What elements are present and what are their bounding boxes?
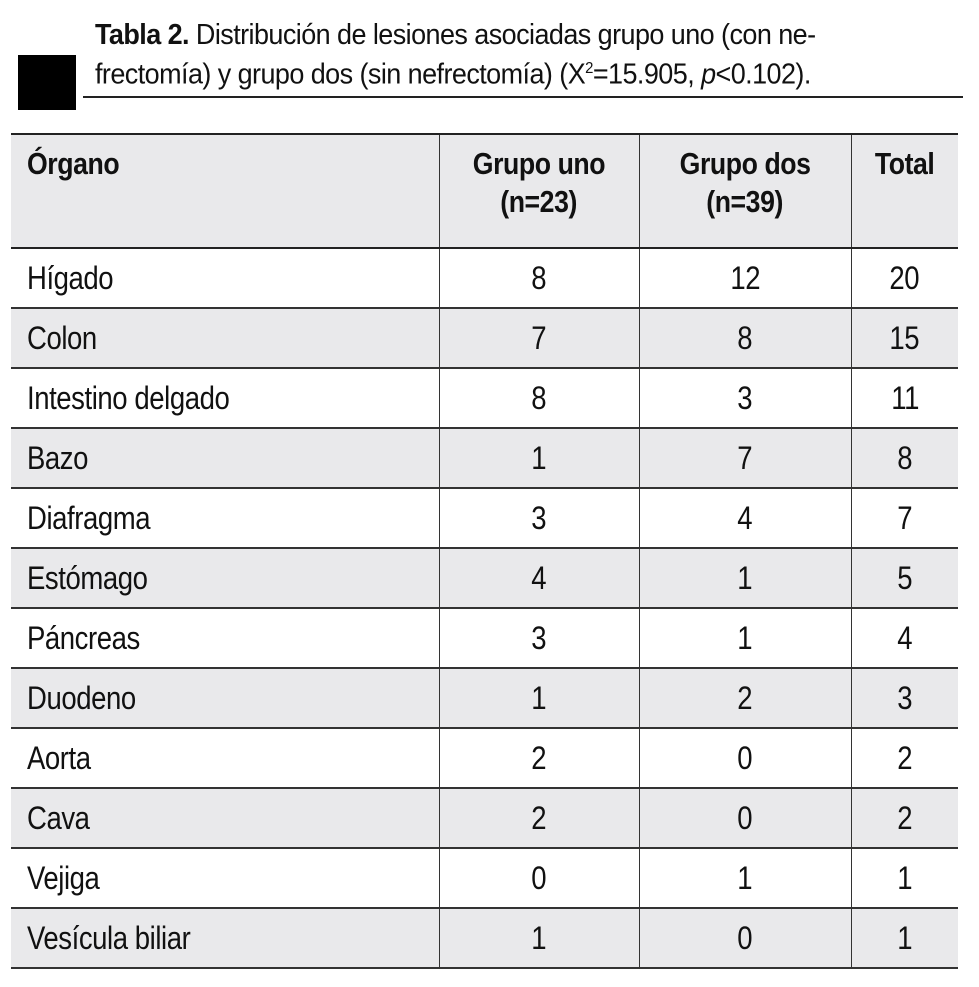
table-row [11, 728, 958, 788]
cell-organ: Bazo [27, 439, 89, 476]
caption-line2: frectomía) y grupo dos (sin nefrectomía) (X [95, 58, 586, 91]
cell-group-one: 4 [439, 548, 639, 608]
caption-chi: =15.905, [592, 58, 702, 91]
cell-group-two: 4 [639, 488, 851, 548]
cell-organ: Hígado [27, 259, 114, 296]
cell-group-two: 1 [639, 548, 851, 608]
cell-organ: Páncreas [27, 619, 140, 656]
cell-group-two: 2 [639, 668, 851, 728]
cell-group-one: 8 [439, 248, 639, 308]
caption-p: p [701, 58, 716, 91]
cell-group-two: 1 [639, 608, 851, 668]
cell-group-two: 3 [639, 368, 851, 428]
header-row [11, 134, 958, 248]
cell-organ: Colon [27, 319, 97, 356]
cell-group-two: 8 [639, 308, 851, 368]
cell-organ: Cava [27, 799, 90, 836]
cell-group-one: 1 [439, 668, 639, 728]
cell-group-one: 3 [439, 608, 639, 668]
caption-label: Tabla 2. [95, 19, 189, 51]
cell-total: 15 [851, 308, 958, 368]
cell-group-two: 0 [639, 728, 851, 788]
table-row [11, 848, 958, 908]
caption-marker-block [18, 55, 76, 110]
cell-total: 2 [851, 728, 958, 788]
caption-superscript: 2 [585, 60, 593, 77]
cell-organ: Vejiga [27, 859, 100, 896]
cell-organ: Duodeno [27, 679, 136, 716]
cell-total: 1 [851, 848, 958, 908]
table-row [11, 428, 958, 488]
cell-group-two: 12 [639, 248, 851, 308]
header-organ: Órgano [27, 146, 120, 181]
cell-group-one: 0 [439, 848, 639, 908]
cell-total: 7 [851, 488, 958, 548]
table-row [11, 548, 958, 608]
cell-total: 8 [851, 428, 958, 488]
cell-total: 11 [851, 368, 958, 428]
cell-group-one: 8 [439, 368, 639, 428]
table-row [11, 488, 958, 548]
cell-organ: Vesícula biliar [27, 919, 191, 956]
cell-total: 20 [851, 248, 958, 308]
cell-total: 4 [851, 608, 958, 668]
cell-organ: Aorta [27, 739, 91, 776]
cell-total: 1 [851, 908, 958, 968]
cell-group-one: 2 [439, 788, 639, 848]
header-group-two: Grupo dos (n=39) [639, 134, 851, 248]
cell-group-two: 0 [639, 908, 851, 968]
cell-group-two: 7 [639, 428, 851, 488]
table-row [11, 788, 958, 848]
cell-group-one: 3 [439, 488, 639, 548]
cell-organ: Intestino delgado [27, 379, 230, 416]
cell-organ: Diafragma [27, 499, 151, 536]
cell-total: 2 [851, 788, 958, 848]
table-caption [95, 18, 904, 92]
cell-group-two: 0 [639, 788, 851, 848]
table-row [11, 248, 958, 308]
cell-group-one: 1 [439, 908, 639, 968]
cell-total: 3 [851, 668, 958, 728]
caption-line1: Distribución de lesiones asociadas grupo uno (con ne- [188, 19, 816, 51]
table-row [11, 668, 958, 728]
lesions-table [11, 133, 958, 969]
cell-group-two: 1 [639, 848, 851, 908]
cell-organ: Estómago [27, 559, 148, 596]
table-row [11, 308, 958, 368]
cell-group-one: 7 [439, 308, 639, 368]
table-row [11, 908, 958, 968]
cell-total: 5 [851, 548, 958, 608]
header-total: Total [851, 134, 958, 248]
caption-pvalue: <0.102). [715, 58, 811, 91]
table-row [11, 608, 958, 668]
caption-rule [83, 96, 963, 98]
table-row [11, 368, 958, 428]
header-group-one: Grupo uno (n=23) [439, 134, 639, 248]
cell-group-one: 2 [439, 728, 639, 788]
cell-group-one: 1 [439, 428, 639, 488]
